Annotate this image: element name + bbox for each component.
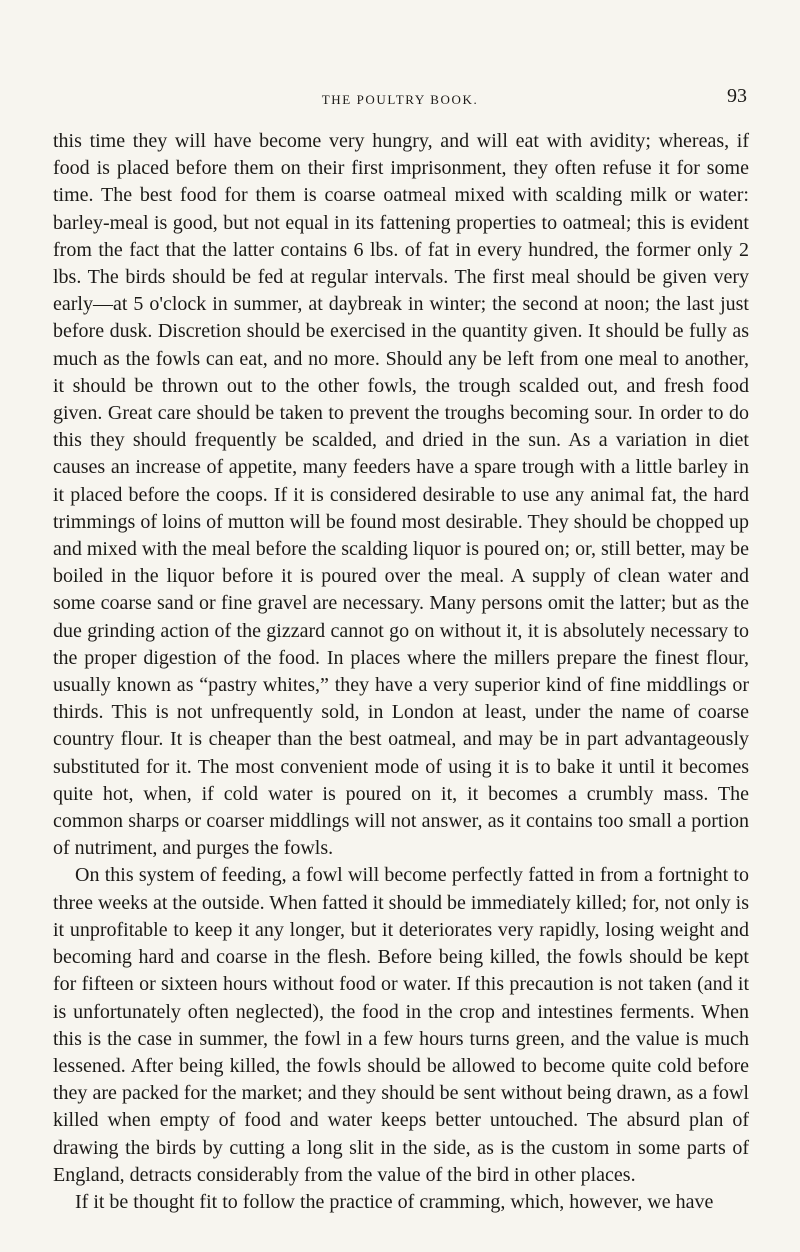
page-header: [0, 84, 800, 114]
running-title: THE POULTRY BOOK.: [321, 92, 479, 107]
paragraph-2: On this system of feeding, a fowl will become perfectly fatted in from a fortnight to three weeks at the outside. When fatted it should be immediately killed; for, not only is it unprofitable to keep it any longer, but it deteriorates very rapidly, losing weight and becoming hard and coarse in the flesh. Before being killed, the fowls should be kept for fifteen or sixteen hours without food or water. If this precaution is not taken (and it is unfortunately often neglected), the food in the crop and intestines ferments. When this is the case in summer, the fowl in a few hours turns green, and the value is much lessened. After being killed, the fowls should be allowed to become quite cold before they are packed for the market; and they should be sent without being drawn, as a fowl killed when empty of food and water keeps better untouched. The absurd plan of drawing the birds by cutting a long slit in the side, as is the custom in some parts of England, detracts considerably from the value of the bird in other places.: [53, 864, 749, 1186]
paragraph-1: this time they will have become very hungry, and will eat with avidity; whereas, if food is placed before them on their first imprisonment, they often refuse it for some time. The best food for them is coarse oatmeal mixed with scalding milk or water: barley-meal is good, but not equal in its fattening properties to oatmeal; this is evident from the fact that the latter contains 6 lbs. of fat in every hundred, the former only 2 lbs. The birds should be fed at regular intervals. The first meal should be given very early—at 5 o'clock in summer, at daybreak in winter; the second at noon; the last just before dusk. Discretion should be exercised in the quantity given. It should be fully as much as the fowls can eat, and no more. Should any be left from one meal to another, it should be thrown out to the other fowls, the trough scalded out, and fresh food given. Great care should be taken to prevent the troughs becoming sour. In order to do this they should frequently be scalded, and dried in the sun. As a variation in diet causes an increase of appetite, many feeders have a spare trough with a little barley in it placed before the coops. If it is considered desirable to use any animal fat, the hard trimmings of loins of mutton will be found most desirable. They should be chopped up and mixed with the meal before the scalding liquor is poured on; or, still better, may be boiled in the liquor before it is poured over the meal. A supply of clean water and some coarse sand or fine gravel are necessary. Many persons omit the latter; but as the due grinding action of the gizzard cannot go on without it, it is absolutely necessary to the proper digestion of the food. In places where the millers prepare the finest flour, usually known as “pastry whites,” they have a very superior kind of fine middlings or thirds. This is not unfrequently sold, in London at least, under the name of coarse country flour. It is cheaper than the best oatmeal, and may be in part advantageously substituted for it. The most convenient mode of using it is to bake it until it becomes quite hot, when, if cold water is poured on it, it becomes a crumbly mass. The common sharps or coarser middlings will not answer, as it contains too small a portion of nutriment, and purges the fowls.: [53, 130, 749, 860]
paragraph-3: If it be thought fit to follow the practice of cramming, which, however, we have: [75, 1190, 714, 1213]
page-number: 93: [727, 85, 747, 107]
body-text: [53, 128, 749, 1216]
